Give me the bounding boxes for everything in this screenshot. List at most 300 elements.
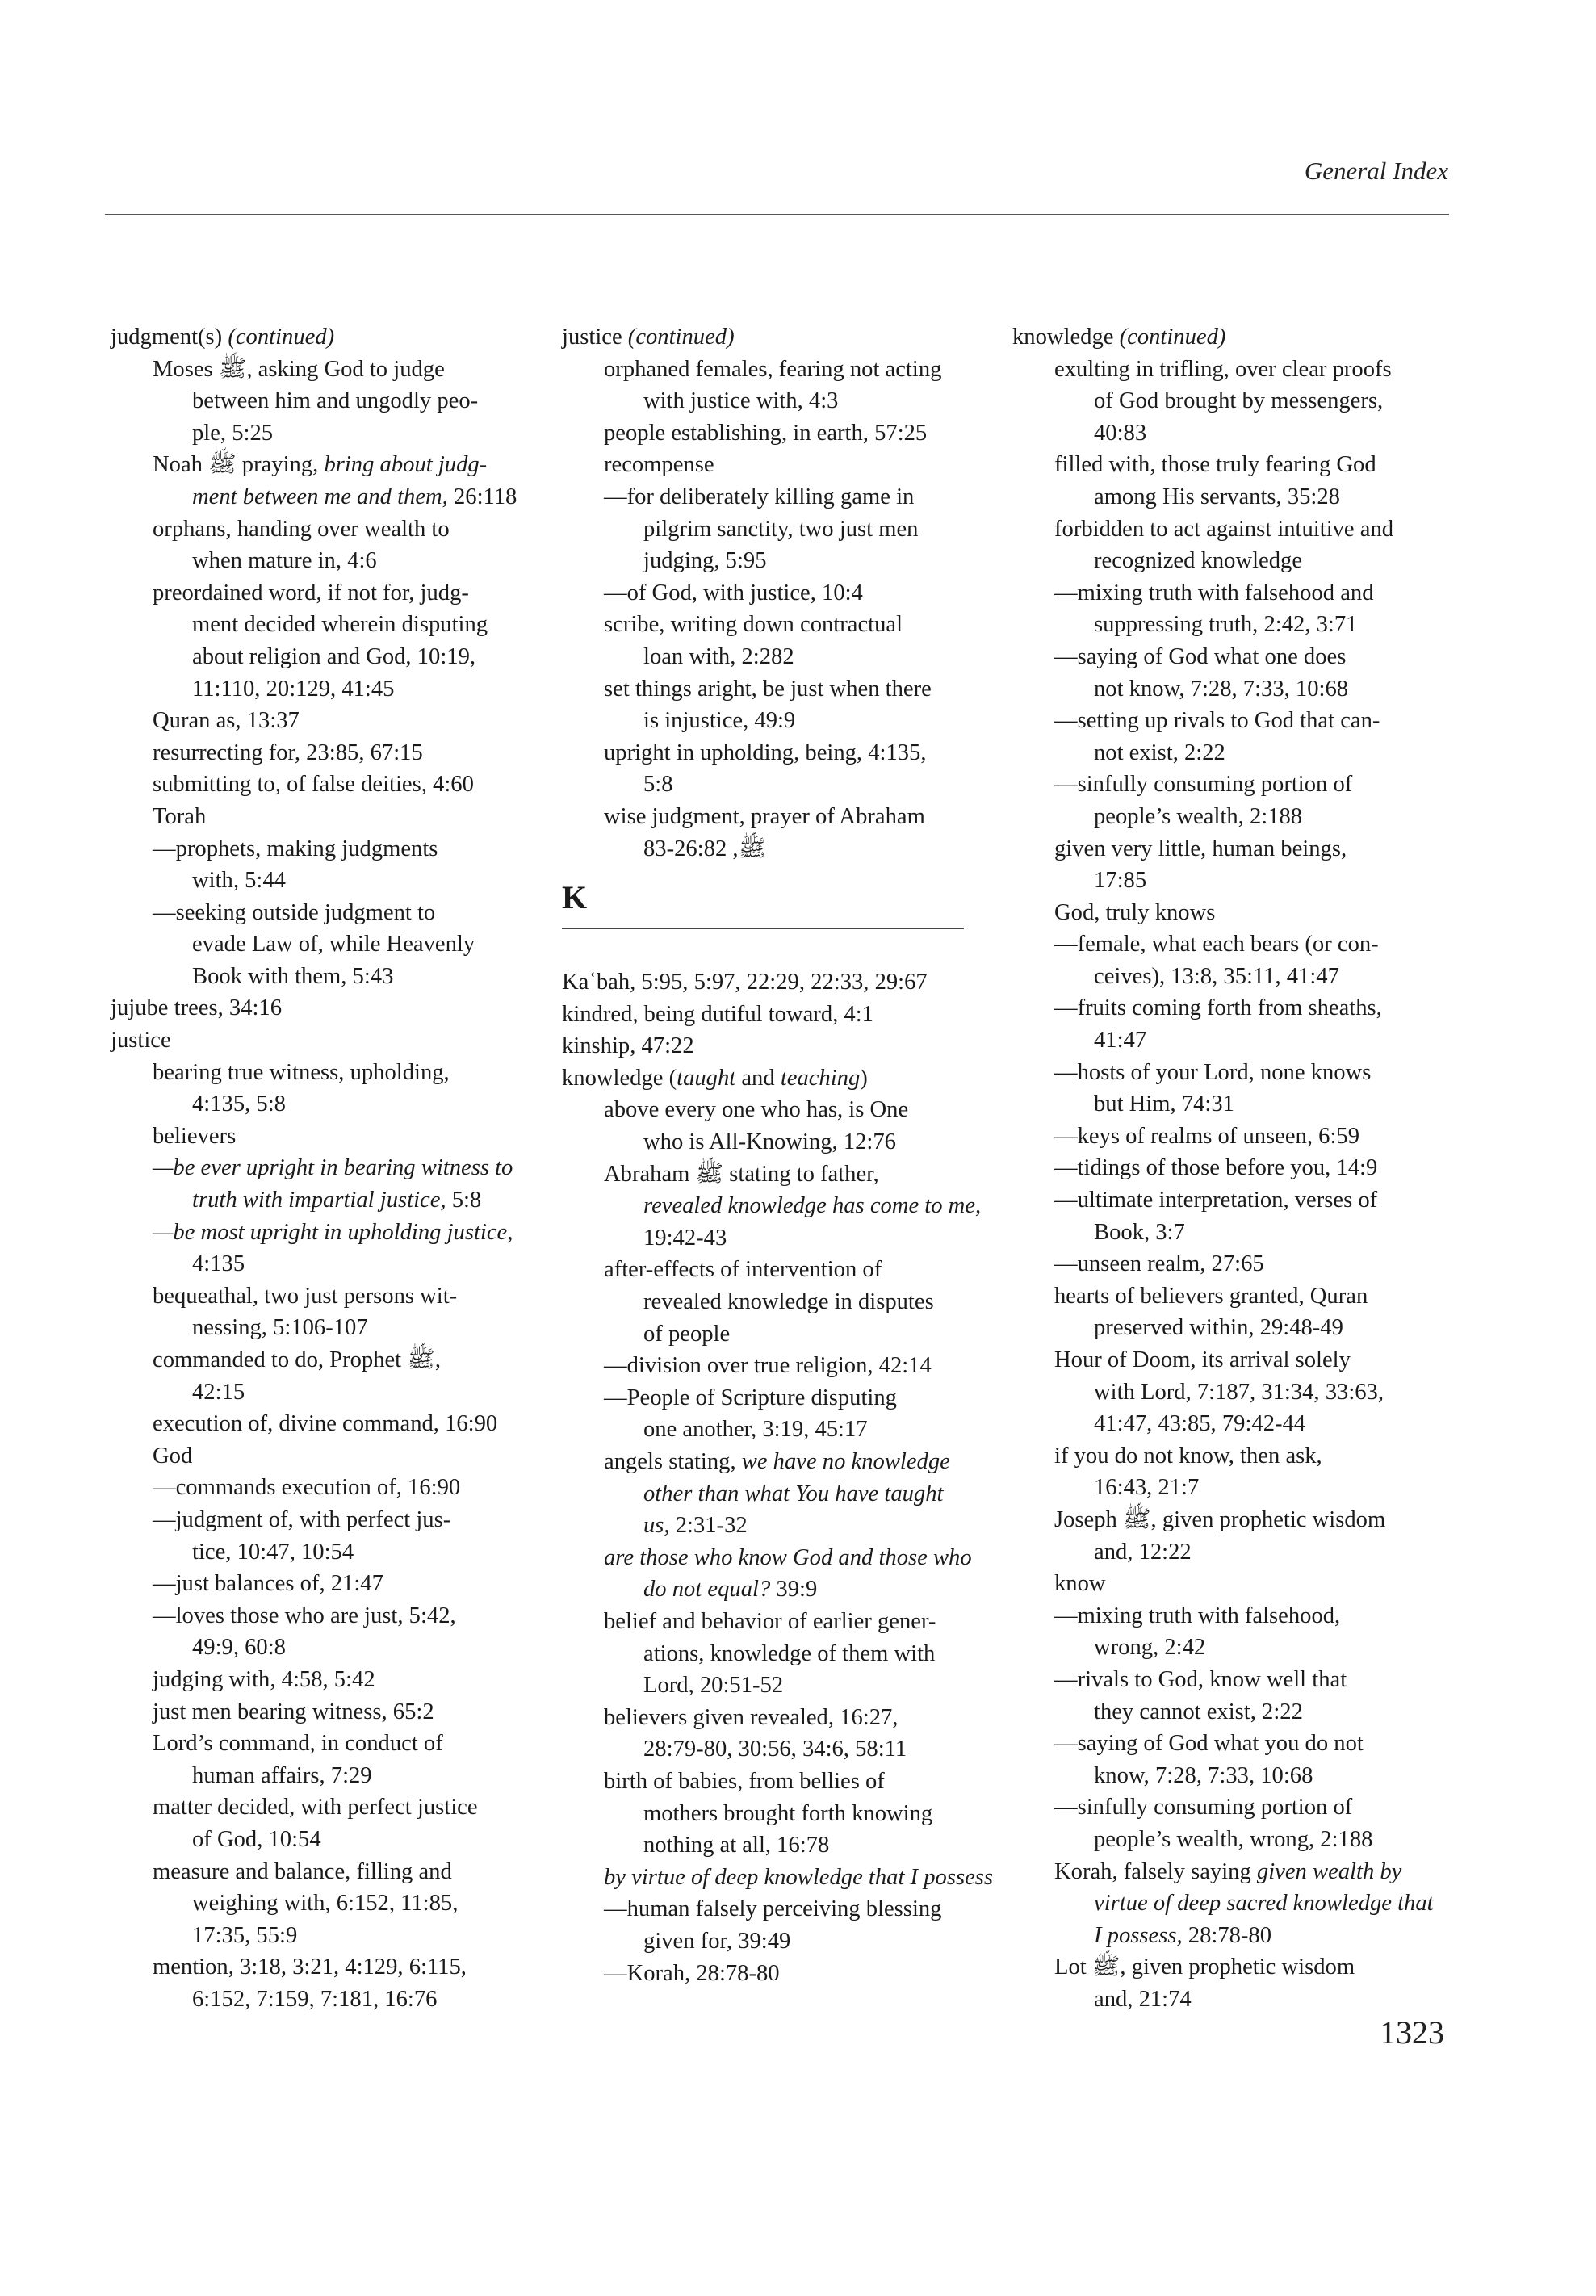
italic-text: (continued)	[228, 325, 335, 350]
index-subentry	[1012, 1280, 1464, 1313]
entry-text: 6:152, 7:159, 7:181, 16:76	[192, 1986, 438, 2012]
entry-text: about religion and God, 10:19,	[192, 643, 476, 669]
entry-text: mention, 3:18, 3:21, 4:129, 6:115,	[153, 1955, 467, 1980]
entry-text: judging, 5:95	[643, 548, 767, 574]
entry-text: orphaned females, fearing not acting	[604, 356, 942, 382]
entry-text: is injustice, 49:9	[643, 708, 796, 734]
entry-text: given for, 39:49	[643, 1928, 791, 1954]
entry-text: judgment(s)	[111, 325, 228, 350]
index-subentry	[111, 1951, 556, 1984]
index-subentry	[1012, 545, 1464, 577]
index-subentry	[111, 1184, 556, 1217]
entry-text: —Korah, 28:78-80	[604, 1960, 780, 1986]
index-subentry	[1012, 865, 1464, 897]
index-subentry	[111, 1600, 556, 1632]
index-subentry	[1012, 1312, 1464, 1344]
index-subentry	[562, 1350, 1007, 1382]
index-subentry	[111, 928, 556, 961]
entry-text: Book, 3:7	[1094, 1219, 1185, 1245]
entry-text: 28:78-80	[1182, 1922, 1272, 1948]
entry-text: —of God, with justice, 10:4	[604, 580, 863, 605]
entry-text: angels stating,	[604, 1449, 742, 1474]
index-subentry	[562, 1829, 1007, 1862]
entry-text: Kaʿbah, 5:95, 5:97, 22:29, 22:33, 29:67	[562, 970, 928, 995]
entry-text: mothers brought forth knowing	[643, 1800, 933, 1826]
entry-text: —ultimate interpretation, verses of	[1054, 1188, 1378, 1213]
index-subentry	[111, 1280, 556, 1313]
index-subentry	[562, 1766, 1007, 1798]
index-subentry	[562, 1670, 1007, 1702]
entry-text: one another, 3:19, 45:17	[643, 1417, 868, 1443]
entry-text: 11:110, 20:129, 41:45	[192, 676, 395, 702]
entry-text: submitting to, of false deities, 4:60	[153, 772, 474, 798]
index-subentry	[111, 1632, 556, 1664]
entry-text: —setting up rivals to God that can-	[1054, 708, 1380, 734]
index-subentry	[562, 385, 1007, 417]
entry-text: with, 5:44	[192, 868, 286, 894]
index-subentry	[562, 1510, 1007, 1542]
index-subentry	[111, 1760, 556, 1792]
entry-text: people’s wealth, 2:188	[1094, 803, 1303, 829]
index-subentry	[111, 1376, 556, 1409]
entry-text: among His servants, 35:28	[1094, 484, 1340, 509]
index-subentry	[111, 1728, 556, 1760]
entry-text: with justice with, 4:3	[643, 388, 839, 414]
section-heading	[562, 875, 1007, 939]
entry-text: ﷺ, 26:82-83	[643, 836, 767, 861]
italic-text: —be most upright in upholding justice,	[153, 1219, 513, 1245]
index-subentry	[562, 481, 1007, 513]
italic-text: virtue of deep sacred knowledge that	[1094, 1891, 1434, 1917]
entry-text: and, 21:74	[1094, 1986, 1192, 2012]
section-letter: K	[562, 879, 588, 916]
index-subentry	[111, 1664, 556, 1696]
index-entry	[1012, 321, 1464, 354]
entry-text: 40:83	[1094, 420, 1147, 446]
index-subentry	[562, 737, 1007, 769]
index-entry	[562, 1030, 1007, 1062]
index-subentry	[111, 609, 556, 641]
entry-text: —sinfully consuming portion of	[1054, 1795, 1353, 1820]
index-subentry	[1012, 354, 1464, 386]
index-subentry	[1012, 1984, 1464, 2016]
index-subentry	[1012, 513, 1464, 546]
entry-text: —saying of God what one does	[1054, 643, 1347, 669]
entry-text: know	[1054, 1571, 1106, 1597]
entry-text: —rivals to God, know well that	[1054, 1666, 1347, 1692]
entry-text: above every one who has, is One	[604, 1097, 909, 1123]
index-subentry	[1012, 1664, 1464, 1696]
index-subentry	[1012, 673, 1464, 706]
index-subentry	[111, 865, 556, 897]
index-subentry	[1012, 1024, 1464, 1057]
index-entry	[562, 1062, 1007, 1095]
entry-text: 5:8	[643, 772, 673, 798]
index-subentry	[111, 641, 556, 673]
entry-text: birth of babies, from bellies of	[604, 1768, 885, 1794]
index-subentry	[111, 1248, 556, 1280]
entry-text: 42:15	[192, 1379, 245, 1405]
index-subentry	[1012, 1856, 1464, 1888]
entry-text: wise judgment, prayer of Abraham	[604, 803, 925, 829]
index-subentry	[111, 769, 556, 801]
entry-text: nothing at all, 16:78	[643, 1833, 830, 1858]
entry-text: tice, 10:47, 10:54	[192, 1539, 354, 1565]
index-column-1	[111, 321, 556, 2015]
entry-text: matter decided, with perfect justice	[153, 1795, 478, 1820]
entry-text: when mature in, 4:6	[192, 548, 377, 574]
index-subentry	[562, 1573, 1007, 1606]
italic-text: ment between me and them,	[192, 484, 448, 509]
index-entry	[111, 1024, 556, 1057]
italic-text: by virtue of deep knowledge that I possess	[604, 1864, 994, 1890]
index-subentry	[562, 1478, 1007, 1510]
index-subentry	[562, 833, 1007, 865]
index-subentry	[1012, 1568, 1464, 1600]
index-subentry	[1012, 1920, 1464, 1952]
index-subentry	[111, 833, 556, 865]
index-subentry	[111, 449, 556, 481]
entry-text: not know, 7:28, 7:33, 10:68	[1094, 676, 1349, 702]
index-subentry	[1012, 928, 1464, 961]
index-subentry	[562, 1893, 1007, 1925]
entry-text: justice	[562, 325, 628, 350]
index-subentry	[111, 1791, 556, 1824]
entry-text: recognized knowledge	[1094, 548, 1303, 574]
index-subentry	[111, 1696, 556, 1728]
entry-text: bequeathal, two just persons wit-	[153, 1283, 458, 1309]
index-subentry	[111, 1057, 556, 1089]
index-subentry	[562, 1382, 1007, 1414]
entry-text: of God, 10:54	[192, 1826, 321, 1852]
entry-text: Moses ﷺ, asking God to judge	[153, 356, 445, 382]
entry-text: —commands execution of, 16:90	[153, 1475, 461, 1501]
index-subentry	[562, 1798, 1007, 1830]
index-subentry	[562, 1318, 1007, 1351]
entry-text: with Lord, 7:187, 31:34, 33:63,	[1094, 1379, 1384, 1405]
index-subentry	[562, 1222, 1007, 1255]
entry-text: —just balances of, 21:47	[153, 1571, 383, 1597]
index-subentry	[1012, 577, 1464, 610]
index-subentry	[111, 1568, 556, 1600]
italic-text: (continued)	[627, 325, 735, 350]
index-subentry	[562, 801, 1007, 833]
index-subentry	[111, 1504, 556, 1536]
entry-text: given very little, human beings,	[1054, 836, 1347, 861]
italic-text: I possess,	[1094, 1922, 1183, 1948]
entry-text: —saying of God what you do not	[1054, 1731, 1364, 1757]
italic-text: other than what You have taught	[643, 1481, 944, 1506]
entry-text: of people	[643, 1321, 731, 1347]
index-subentry	[111, 1472, 556, 1504]
entry-text: weighing with, 6:152, 11:85,	[192, 1891, 459, 1917]
entry-text: jujube trees, 34:16	[111, 995, 283, 1021]
entry-text: —sinfully consuming portion of	[1054, 772, 1353, 798]
header-rule	[105, 214, 1449, 215]
index-entry	[562, 966, 1007, 999]
entry-text: Abraham ﷺ stating to father,	[604, 1161, 879, 1187]
entry-text: ceives), 13:8, 35:11, 41:47	[1094, 963, 1339, 989]
index-subentry	[1012, 1536, 1464, 1569]
index-subentry	[111, 481, 556, 513]
entry-text: hearts of believers granted, Quran	[1054, 1283, 1368, 1309]
index-subentry	[111, 1536, 556, 1569]
entry-text: —hosts of your Lord, none knows	[1054, 1059, 1372, 1085]
index-subentry	[1012, 1504, 1464, 1536]
index-subentry	[1012, 1632, 1464, 1664]
index-subentry	[562, 1158, 1007, 1191]
entry-text: nessing, 5:106-107	[192, 1315, 368, 1341]
italic-text: revealed knowledge has come to me,	[643, 1193, 982, 1219]
index-subentry	[562, 769, 1007, 801]
entry-text: of God brought by messengers,	[1094, 388, 1384, 414]
entry-text: scribe, writing down contractual	[604, 612, 903, 638]
entry-text: 41:47	[1094, 1028, 1147, 1054]
entry-text: loan with, 2:282	[643, 643, 794, 669]
index-subentry	[1012, 1376, 1464, 1409]
running-header-title: General Index	[1304, 157, 1448, 185]
entry-text: commanded to do, Prophet ﷺ,	[153, 1347, 441, 1372]
index-subentry	[1012, 1184, 1464, 1217]
entry-text: —human falsely perceiving blessing	[604, 1896, 942, 1922]
index-subentry	[562, 449, 1007, 481]
index-entry	[111, 992, 556, 1024]
index-subentry	[562, 417, 1007, 450]
index-subentry	[562, 1414, 1007, 1446]
entry-text: belief and behavior of earlier gener-	[604, 1608, 936, 1634]
index-subentry	[562, 1958, 1007, 1990]
entry-text: —People of Scripture disputing	[604, 1385, 897, 1410]
index-subentry	[1012, 1760, 1464, 1792]
index-subentry	[111, 1824, 556, 1856]
entry-text: Quran as, 13:37	[153, 708, 300, 734]
italic-text: are those who know God and those who	[604, 1544, 972, 1570]
index-subentry	[562, 1286, 1007, 1318]
entry-text: )	[860, 1065, 868, 1091]
index-subentry	[111, 1887, 556, 1920]
entry-text: set things aright, be just when there	[604, 676, 932, 702]
index-subentry	[111, 1312, 556, 1344]
index-subentry	[562, 1190, 1007, 1222]
entry-text: and	[735, 1065, 781, 1091]
entry-text: —prophets, making judgments	[153, 836, 438, 861]
entry-text: Torah	[153, 803, 207, 829]
index-subentry	[111, 897, 556, 929]
index-subentry	[562, 1446, 1007, 1478]
entry-text: revealed knowledge in disputes	[643, 1289, 934, 1315]
entry-text: they cannot exist, 2:22	[1094, 1699, 1303, 1724]
index-subentry	[111, 1121, 556, 1153]
entry-text: 41:47, 43:85, 79:42-44	[1094, 1411, 1306, 1437]
index-subentry	[562, 354, 1007, 386]
index-entry	[562, 321, 1007, 354]
entry-text: know, 7:28, 7:33, 10:68	[1094, 1762, 1313, 1788]
entry-text: —division over true religion, 42:14	[604, 1353, 932, 1379]
entry-text: God	[153, 1443, 193, 1469]
entry-text: forbidden to act against intuitive and	[1054, 516, 1394, 542]
entry-text: believers	[153, 1123, 237, 1149]
index-subentry	[111, 417, 556, 450]
index-subentry	[562, 1925, 1007, 1958]
entry-text: measure and balance, filling and	[153, 1858, 452, 1884]
index-subentry	[562, 705, 1007, 737]
index-subentry	[111, 1440, 556, 1473]
entry-text: execution of, divine command, 16:90	[153, 1411, 498, 1437]
index-subentry	[111, 1088, 556, 1121]
index-subentry	[1012, 1057, 1464, 1089]
page-number: 1323	[1380, 2014, 1444, 2051]
index-subentry	[562, 1254, 1007, 1286]
entry-text: —mixing truth with falsehood,	[1054, 1603, 1341, 1628]
entry-text: suppressing truth, 2:42, 3:71	[1094, 612, 1358, 638]
index-subentry	[1012, 417, 1464, 450]
index-subentry	[1012, 1824, 1464, 1856]
entry-text: —mixing truth with falsehood and	[1054, 580, 1374, 605]
index-subentry	[111, 577, 556, 610]
index-column-3	[1012, 321, 1464, 2015]
index-subentry	[562, 577, 1007, 610]
italic-text: teaching	[780, 1065, 861, 1091]
index-subentry	[111, 705, 556, 737]
entry-text: Noah ﷺ praying,	[153, 452, 325, 478]
index-subentry	[1012, 961, 1464, 993]
index-subentry	[1012, 705, 1464, 737]
index-subentry	[562, 1126, 1007, 1158]
index-subentry	[1012, 897, 1464, 929]
italic-text: (continued)	[1119, 325, 1226, 350]
section-rule	[562, 928, 964, 929]
index-subentry	[1012, 385, 1464, 417]
entry-text: Hour of Doom, its arrival solely	[1054, 1347, 1351, 1372]
entry-text: believers given revealed, 16:27,	[604, 1704, 899, 1730]
entry-text: Joseph ﷺ, given prophetic wisdom	[1054, 1506, 1386, 1532]
entry-text: knowledge	[1012, 325, 1120, 350]
entry-text: —keys of realms of unseen, 6:59	[1054, 1123, 1359, 1149]
index-subentry	[562, 1542, 1007, 1574]
entry-text: 28:79-80, 30:56, 34:6, 58:11	[643, 1737, 907, 1762]
index-subentry	[1012, 1217, 1464, 1249]
entry-text: kindred, being dutiful toward, 4:1	[562, 1001, 873, 1027]
entry-text: between him and ungodly peo-	[192, 388, 479, 414]
index-subentry	[111, 385, 556, 417]
entry-text: 17:85	[1094, 868, 1147, 894]
index-subentry	[111, 1856, 556, 1888]
index-subentry	[111, 673, 556, 706]
index-subentry	[562, 1733, 1007, 1766]
index-subentry	[562, 1638, 1007, 1670]
italic-text: given wealth by	[1256, 1858, 1402, 1884]
index-subentry	[1012, 1152, 1464, 1184]
entry-text: bearing true witness, upholding,	[153, 1059, 450, 1085]
index-subentry	[111, 513, 556, 546]
entry-text: 39:9	[770, 1577, 818, 1603]
entry-text: 2:31-32	[669, 1513, 748, 1539]
italic-text: truth with impartial justice,	[192, 1188, 446, 1213]
entry-text: 16:43, 21:7	[1094, 1475, 1200, 1501]
italic-text: we have no knowledge	[741, 1449, 950, 1474]
entry-text: and, 12:22	[1094, 1539, 1192, 1565]
index-subentry	[111, 354, 556, 386]
index-subentry	[1012, 737, 1464, 769]
running-header	[0, 0, 1596, 226]
entry-text: filled with, those truly fearing God	[1054, 452, 1376, 478]
index-subentry	[111, 1920, 556, 1952]
index-column-2	[562, 321, 1007, 1989]
index-subentry	[111, 1217, 556, 1249]
entry-text: 5:8	[446, 1188, 482, 1213]
index-entry	[562, 999, 1007, 1031]
entry-text: Lord, 20:51-52	[643, 1673, 784, 1699]
index-subentry	[562, 673, 1007, 706]
entry-text: 26:118	[447, 484, 517, 509]
entry-text: —female, what each bears (or con-	[1054, 932, 1379, 957]
entry-text: judging with, 4:58, 5:42	[153, 1666, 375, 1692]
entry-text: Lord’s command, in conduct of	[153, 1731, 443, 1757]
entry-text: evade Law of, while Heavenly	[192, 932, 475, 957]
index-subentry	[1012, 1344, 1464, 1376]
entry-text: justice	[111, 1028, 171, 1054]
index-subentry	[1012, 801, 1464, 833]
index-subentry	[111, 1152, 556, 1184]
entry-text: —fruits coming forth from sheaths,	[1054, 995, 1382, 1021]
entry-text: 49:9, 60:8	[192, 1635, 286, 1661]
entry-text: just men bearing witness, 65:2	[153, 1699, 434, 1724]
index-subentry	[562, 1606, 1007, 1638]
index-subentry	[1012, 992, 1464, 1024]
index-subentry	[562, 641, 1007, 673]
index-subentry	[111, 1344, 556, 1376]
italic-text: taught	[677, 1065, 736, 1091]
entry-text: 4:135, 5:8	[192, 1091, 286, 1117]
entry-text: 4:135	[192, 1251, 245, 1277]
entry-text: —unseen realm, 27:65	[1054, 1251, 1264, 1277]
entry-text: resurrecting for, 23:85, 67:15	[153, 739, 423, 765]
entry-text: 17:35, 55:9	[192, 1922, 298, 1948]
entry-text: Book with them, 5:43	[192, 963, 394, 989]
index-subentry	[1012, 481, 1464, 513]
entry-text: but Him, 74:31	[1094, 1091, 1234, 1117]
entry-text: —for deliberately killing game in	[604, 484, 915, 509]
index-subentry	[562, 609, 1007, 641]
entry-text: knowledge (	[562, 1065, 677, 1091]
entry-text: pilgrim sanctity, two just men	[643, 516, 919, 542]
entry-text: people’s wealth, wrong, 2:188	[1094, 1826, 1373, 1852]
index-subentry	[1012, 1600, 1464, 1632]
entry-text: —loves those who are just, 5:42,	[153, 1603, 456, 1628]
italic-text: bring about judg-	[324, 452, 488, 478]
entry-text: not exist, 2:22	[1094, 739, 1225, 765]
index-subentry	[562, 1094, 1007, 1126]
italic-text: us,	[643, 1513, 670, 1539]
index-subentry	[111, 1984, 556, 2016]
index-subentry	[1012, 1951, 1464, 1984]
index-subentry	[111, 545, 556, 577]
italic-text: —be ever upright in bearing witness to	[153, 1155, 513, 1181]
index-subentry	[1012, 1472, 1464, 1504]
entry-text: after-effects of intervention of	[604, 1257, 882, 1283]
entry-text: exulting in trifling, over clear proofs	[1054, 356, 1392, 382]
index-subentry	[1012, 1248, 1464, 1280]
entry-text: human affairs, 7:29	[192, 1762, 372, 1788]
index-subentry	[1012, 1440, 1464, 1473]
entry-text: —tidings of those before you, 14:9	[1054, 1155, 1378, 1181]
index-subentry	[1012, 1791, 1464, 1824]
italic-text: do not equal?	[643, 1577, 771, 1603]
entry-text: who is All-Knowing, 12:76	[643, 1129, 896, 1155]
index-subentry	[1012, 1408, 1464, 1440]
entry-text: preordained word, if not for, judg-	[153, 580, 469, 605]
index-subentry	[562, 513, 1007, 546]
